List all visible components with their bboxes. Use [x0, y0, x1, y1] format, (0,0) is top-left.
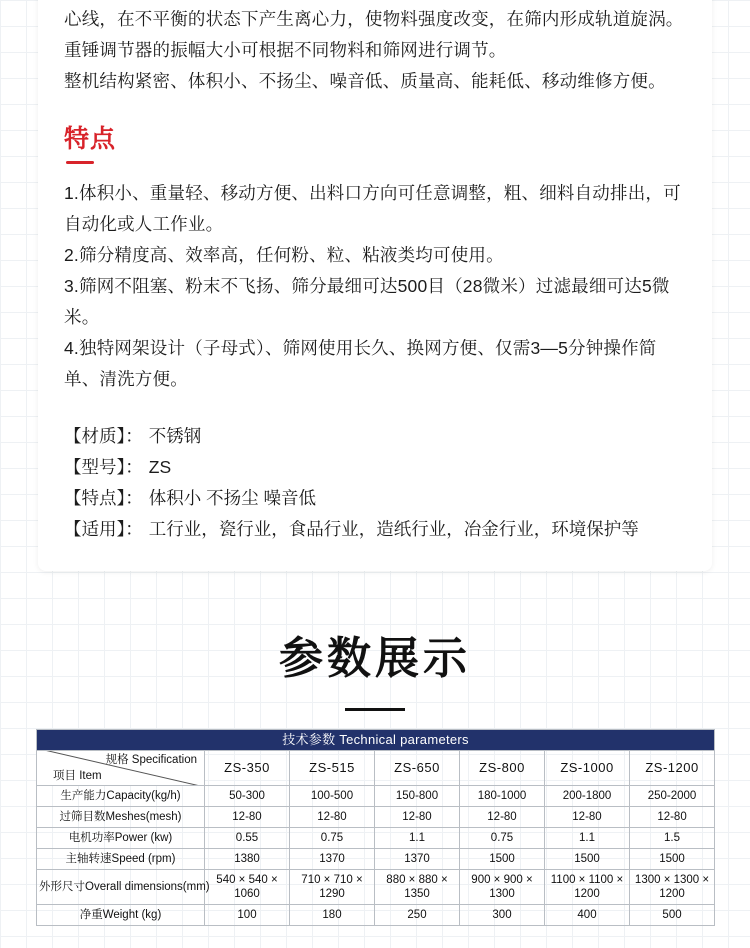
- table-cell: 400: [545, 905, 630, 926]
- table-cell: 1500: [630, 849, 715, 870]
- description-paragraph-2: 整机结构紧密、体积小、不扬尘、噪音低、质量高、能耗低、移动维修方便。: [64, 71, 666, 91]
- table-cell: 1380: [205, 849, 290, 870]
- description-paragraph-1: 心线，在不平衡的状态下产生离心力，使物料强度改变，在筛内形成轨道旋涡。重锤调节器的振幅大小可根据不同物料和筛网进行调节。: [64, 9, 684, 60]
- table-row: [37, 870, 715, 905]
- table-cell: 250-2000: [630, 786, 715, 807]
- table-row: [37, 905, 715, 926]
- table-cell: 12-80: [205, 807, 290, 828]
- table-cell: 1.5: [630, 828, 715, 849]
- table-cell: 12-80: [630, 807, 715, 828]
- table-cell: 12-80: [375, 807, 460, 828]
- list-item: 2.筛分精度高、效率高，任何粉、粒、粘液类均可使用。: [64, 245, 504, 265]
- row-label: 生产能力Capacity(kg/h): [37, 786, 205, 807]
- title-underline: [66, 161, 94, 164]
- spec-value: ZS: [148, 457, 172, 477]
- table-cell: 880 × 880 × 1350: [375, 870, 460, 905]
- table-cell: 1300 × 1300 × 1200: [630, 870, 715, 905]
- table-cell: 100: [205, 905, 290, 926]
- table-head-row: [37, 751, 715, 786]
- table-row: [37, 807, 715, 828]
- spec-key: 【型号】：: [64, 457, 143, 477]
- description-card: [38, 0, 712, 571]
- table-cell: 0.75: [290, 828, 375, 849]
- list-item: [64, 514, 686, 545]
- spec-value: 不锈钢: [148, 426, 202, 446]
- features-title: 特点: [64, 125, 117, 153]
- table-cell: 100-500: [290, 786, 375, 807]
- list-item: [64, 483, 686, 514]
- table-cell: 180: [290, 905, 375, 926]
- table-cell: 540 × 540 × 1060: [205, 870, 290, 905]
- table-col-header: ZS-650: [375, 751, 460, 786]
- list-item: 4.独特网架设计（子母式）、筛网使用长久、换网方便、仅需3—5分钟操作简单、清洗方便。: [64, 338, 657, 389]
- spec-value: 工行业，瓷行业，食品行业，造纸行业，冶金行业，环境保护等: [148, 519, 639, 539]
- parameters-heading-block: [0, 622, 750, 711]
- table-cell: 1500: [545, 849, 630, 870]
- table-cell: 0.55: [205, 828, 290, 849]
- table-cell: 1100 × 1100 × 1200: [545, 870, 630, 905]
- table-cell: 900 × 900 × 1300: [460, 870, 545, 905]
- table-cell: 300: [460, 905, 545, 926]
- list-item: [64, 421, 686, 452]
- table-cell: 1.1: [375, 828, 460, 849]
- table-cell: 150-800: [375, 786, 460, 807]
- feature-list: [64, 178, 686, 395]
- list-item: [64, 452, 686, 483]
- list-item: 3.筛网不阻塞、粉末不飞扬、筛分最细可达500目（28微米）过滤最细可达5微米。: [64, 276, 670, 327]
- parameters-table: [36, 729, 715, 926]
- table-cell: 500: [630, 905, 715, 926]
- heading-underline: [345, 708, 405, 711]
- table-row: [37, 828, 715, 849]
- row-label: 主轴转速Speed (rpm): [37, 849, 205, 870]
- parameters-table-wrapper: [36, 729, 714, 926]
- table-cell: 12-80: [290, 807, 375, 828]
- table-band-title: 技术参数 Technical parameters: [37, 730, 715, 751]
- table-cell: 1370: [375, 849, 460, 870]
- item-column-label: 项目 Item: [53, 770, 102, 782]
- table-col-header: ZS-350: [205, 751, 290, 786]
- row-label: 外形尺寸Overall dimensions(mm): [37, 870, 205, 905]
- table-cell: 1500: [460, 849, 545, 870]
- table-cell: 1.1: [545, 828, 630, 849]
- table-col-header: ZS-800: [460, 751, 545, 786]
- table-row: [37, 786, 715, 807]
- page-title: 参数展示: [279, 633, 471, 684]
- table-cell: 12-80: [460, 807, 545, 828]
- spec-key: 【特点】：: [64, 488, 143, 508]
- table-cell: 250: [375, 905, 460, 926]
- spec-value: 体积小 不扬尘 噪音低: [148, 488, 316, 508]
- row-label: 净重Weight (kg): [37, 905, 205, 926]
- table-cell: 50-300: [205, 786, 290, 807]
- table-row: [37, 849, 715, 870]
- table-cell: 180-1000: [460, 786, 545, 807]
- spec-column-label: 规格 Specification: [105, 754, 197, 766]
- table-col-header: ZS-1200: [630, 751, 715, 786]
- row-label: 过筛目数Meshes(mesh): [37, 807, 205, 828]
- table-col-header: ZS-1000: [545, 751, 630, 786]
- spec-summary-list: [64, 421, 686, 545]
- table-header-band: [37, 730, 715, 751]
- spec-key: 【适用】：: [64, 519, 143, 539]
- table-cell: 1370: [290, 849, 375, 870]
- row-label: 电机功率Power (kw): [37, 828, 205, 849]
- table-cell: 200-1800: [545, 786, 630, 807]
- table-cell: 12-80: [545, 807, 630, 828]
- spec-key: 【材质】：: [64, 426, 143, 446]
- table-cell: 710 × 710 × 1290: [290, 870, 375, 905]
- list-item: 1.体积小、重量轻、移动方便、出料口方向可任意调整，粗、细料自动排出，可自动化或人工作业。: [64, 183, 681, 234]
- table-cell: 0.75: [460, 828, 545, 849]
- table-col-header: ZS-515: [290, 751, 375, 786]
- table-corner-cell: [37, 751, 205, 786]
